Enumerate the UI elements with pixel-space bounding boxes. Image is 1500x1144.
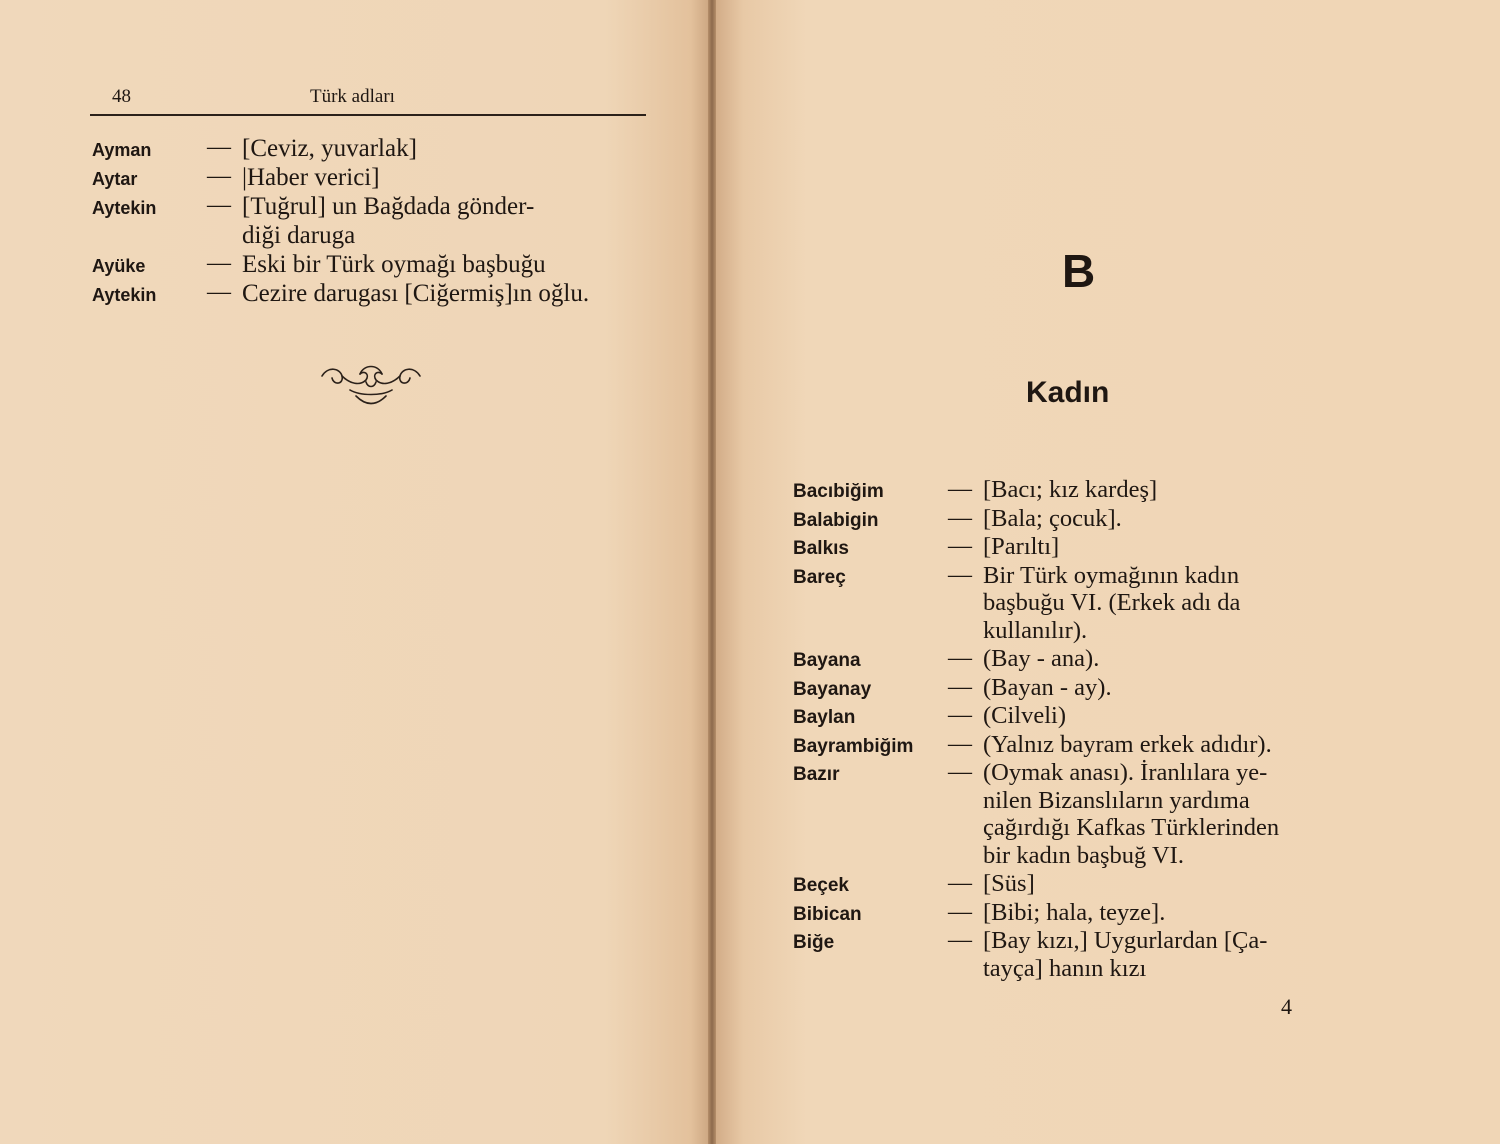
entry-definition: [Bacı; kız kardeş] [983,476,1158,503]
list-item [92,134,652,163]
page-header [112,86,647,110]
entry-dash: — [948,673,972,700]
entry-definition: Cezire darugası [Ciğermiş]ın oğlu. [242,280,590,307]
list-item [793,870,1343,898]
list-item [793,645,1343,673]
entry-name: Baylan [793,707,856,728]
entry-dash: — [948,730,972,757]
entry-definition: (Bayan - ay). [983,673,1112,701]
entry-name: Bareç [793,566,846,588]
entry-definition: (Oymak anası). İranlılara ye- nilen Bizanslıların yardıma çağırdığı Kafkas Türklerinden bir kadın başbuğ VI. [983,759,1280,869]
entry-name: Aytekin [92,198,157,218]
list-item [92,163,652,192]
entry-dash: — [948,476,972,502]
entry-dash: — [948,504,972,531]
entry-definition: (Bay - ana). [983,645,1100,672]
entry-dash: — [207,279,231,305]
entry-name: Bayana [793,650,861,671]
entry-definition: [Bibi; hala, teyze]. [983,898,1166,926]
entry-dash: — [207,134,231,160]
entry-definition: Eski bir Türk oymağı başbuğu [242,251,546,278]
list-item [92,192,652,250]
entry-dash: — [207,163,231,189]
entry-name: Beçek [793,875,849,896]
entry-dash: — [207,192,231,218]
entry-dash: — [948,702,972,728]
entry-name: Ayüke [92,256,146,276]
list-item [793,927,1343,982]
list-item [793,899,1343,927]
entry-dash: — [948,898,972,925]
entry-name: Bayrambiğim [793,735,914,757]
left-entry-list [92,134,652,308]
list-item [793,505,1343,533]
entry-name: Balkıs [793,538,849,559]
list-item [793,674,1343,702]
entry-dash: — [948,759,972,785]
list-item [793,702,1343,730]
left-page [0,0,712,1144]
entry-definition: |Haber verici] [242,164,380,191]
folio-number: 4 [1281,994,1292,1019]
section-title: Kadın [1026,376,1110,409]
entry-definition: (Cilveli) [983,702,1067,729]
entry-dash: — [207,250,231,276]
ornament-icon [320,362,422,408]
entry-definition: [Ceviz, yuvarlak] [242,135,417,162]
entry-dash: — [948,645,972,671]
entry-name: Bayanay [793,678,872,700]
running-title: Türk adları [310,86,395,107]
entry-dash: — [948,533,972,559]
entry-definition: [Tuğrul] un Bağdada gönder- diği daruga [242,193,535,249]
right-entry-list [793,476,1343,983]
entry-name: Bazır [793,764,840,785]
entry-definition: [Süs] [983,870,1035,897]
list-item [92,250,652,279]
entry-name: Balabigin [793,509,879,531]
list-item [793,533,1343,561]
book-gutter [708,0,716,1144]
entry-name: Aytekin [92,285,157,305]
entry-dash: — [948,561,972,588]
list-item [793,731,1343,759]
list-item [793,759,1343,869]
entry-name: Biğe [793,932,835,953]
entry-name: Aytar [92,169,138,189]
entry-definition: [Bay kızı,] Uygurlardan [Ça- tayça] hanın kızı [983,927,1268,982]
entry-definition: (Yalnız bayram erkek adıdır). [983,730,1272,758]
entry-name: Bibican [793,903,862,925]
entry-name: Bacıbiğim [793,481,884,502]
entry-dash: — [948,870,972,896]
entry-name: Ayman [92,140,152,160]
header-rule [90,114,646,116]
entry-definition: [Parıltı] [983,533,1060,560]
entry-definition: [Bala; çocuk]. [983,504,1122,532]
entry-definition: Bir Türk oymağının kadın başbuğu VI. (Erkek adı da kullanılır). [983,561,1241,644]
entry-dash: — [948,927,972,953]
section-letter: B [1062,245,1096,297]
list-item [793,562,1343,645]
list-item [92,279,652,308]
page-number: 48 [112,86,131,107]
list-item [793,476,1343,504]
